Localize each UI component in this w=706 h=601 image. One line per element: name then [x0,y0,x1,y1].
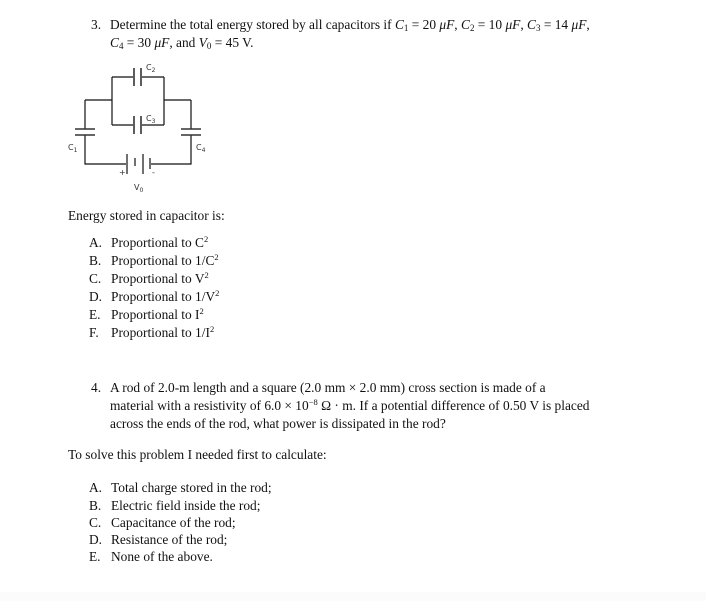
option-3e[interactable]: E. Proportional to $I^2$ [89,306,204,322]
label-c2: $C_2$ [146,63,156,74]
capacitor-c2-symbol [134,68,141,86]
label-c1: $C_1$ [68,143,78,154]
option-3b[interactable]: B. Proportional to $1/C^2$ [89,252,219,268]
question-3-line-1: Determine the total energy stored by all capacitors if $C_1 = 20$ μF, $C_2 = 10$ μF, $C_3 = 14$ μF, [110,17,590,33]
label-plus: + [119,168,126,177]
option-4b[interactable]: B. Electric field inside the rod; [89,498,261,513]
label-c3: $C_3$ [146,114,156,125]
battery-symbol [127,154,150,174]
label-minus: - [152,168,155,177]
option-3a[interactable]: A. Proportional to $C^2$ [89,234,209,250]
question-4-prompt: To solve this problem I needed first to calculate: [68,447,327,462]
option-3f[interactable]: F. Proportional to $1/I^2$ [89,324,215,340]
question-4-number: 4. [91,380,102,395]
option-3d[interactable]: D. Proportional to $1/V^2$ [89,288,220,304]
capacitor-c4-symbol [181,129,201,135]
label-v0: $V_0$ [134,183,144,194]
option-4a[interactable]: A. Total charge stored in the rod; [89,480,272,495]
question-4-line-3: across the ends of the rod, what power is dissipated in the rod? [110,416,446,431]
question-3-line-2: $C_4 = 30$ μF, and $V_0 = 45$ V. [110,35,254,51]
capacitor-c1-symbol [75,129,95,135]
page-bottom-edge [0,592,706,601]
capacitor-c3-symbol [134,116,141,134]
question-3-prompt: Energy stored in capacitor is: [68,208,225,223]
question-4-line-1: A rod of 2.0-m length and a square (2.0 mm × 2.0 mm) cross section is made of a [110,380,546,395]
circuit-diagram [0,0,706,210]
option-4d[interactable]: D. Resistance of the rod; [89,532,228,547]
option-4c[interactable]: C. Capacitance of the rod; [89,515,236,530]
option-4e[interactable]: E. None of the above. [89,549,213,564]
question-3-number: 3. [91,17,102,32]
label-c4: $C_4$ [196,143,206,154]
option-3c[interactable]: C. Proportional to $V^2$ [89,270,209,286]
circuit-wires [85,77,191,164]
question-4-line-2: material with a resistivity of $6.0 \times 10^{-8}$ Ω · m. If a potential difference of 0.50 V is placed [110,397,590,413]
